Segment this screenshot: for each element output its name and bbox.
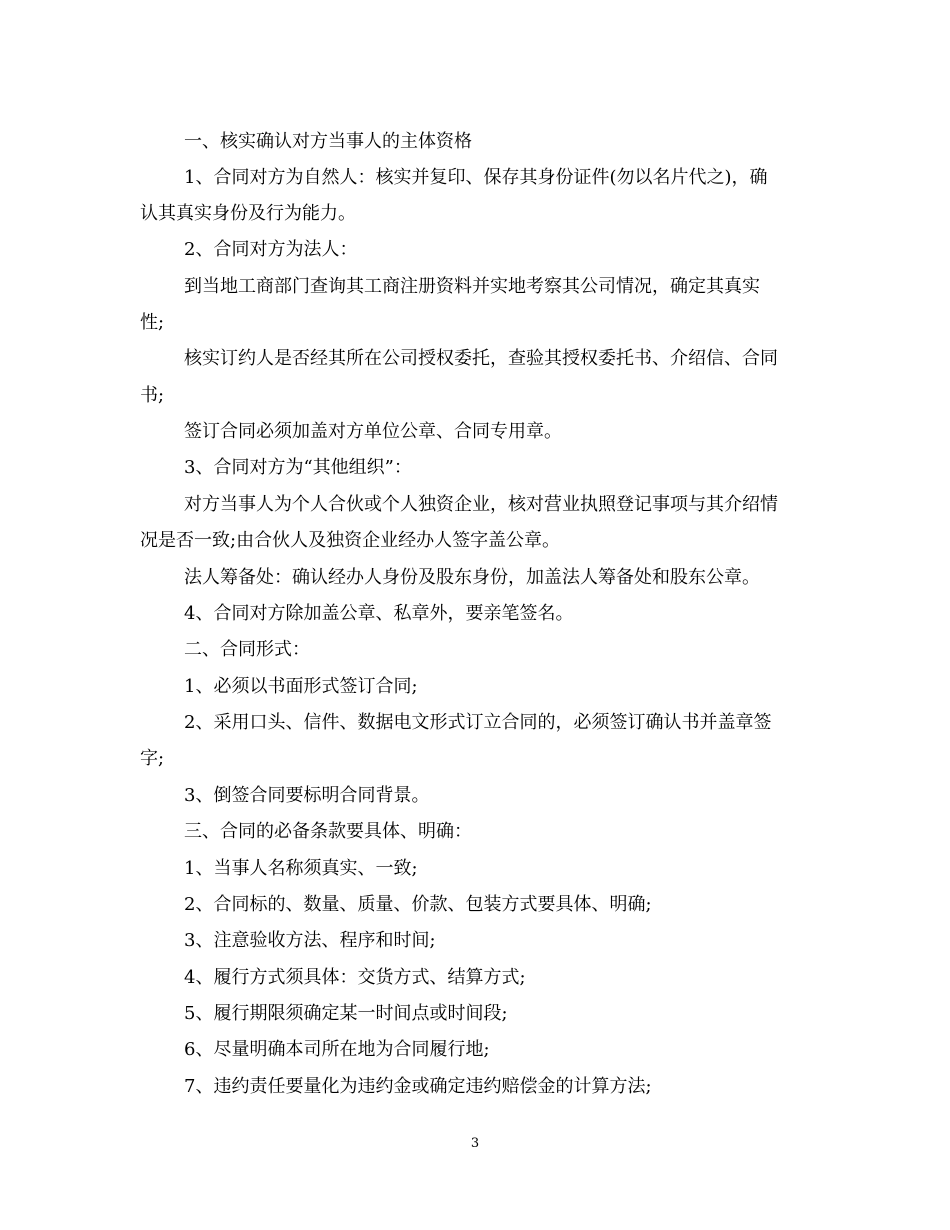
paragraph-line: 字; [140,748,165,769]
paragraph-line: 签订合同必须加盖对方单位公章、合同专用章。 [184,421,562,442]
paragraph-line: 1、当事人名称须真实、一致; [184,858,418,879]
paragraph-line: 2、采用口头、信件、数据电文形式订立合同的，必须签订确认书并盖章签 [184,712,772,733]
paragraph-line: 3、倒签合同要标明合同背景。 [184,785,430,806]
paragraph-line: 法人筹备处：确认经办人身份及股东身份，加盖法人筹备处和股东公章。 [184,567,760,588]
paragraph-line: 况是否一致;由合伙人及独资企业经办人签字盖公章。 [140,530,561,551]
page-number: 3 [470,1136,480,1151]
paragraph-line: 核实订约人是否经其所在公司授权委托，查验其授权委托书、介绍信、合同 [184,348,778,369]
section-heading-3: 三、合同的必备条款要具体、明确： [184,821,472,842]
section-heading-1: 一、核实确认对方当事人的主体资格 [184,131,472,152]
paragraph-line: 书; [140,385,165,406]
paragraph-line: 4、合同对方除加盖公章、私章外，要亲笔签名。 [184,603,574,624]
paragraph-line: 6、尽量明确本司所在地为合同履行地; [184,1039,490,1060]
paragraph-line: 3、注意验收方法、程序和时间; [184,930,436,951]
paragraph-line: 2、合同标的、数量、质量、价款、包装方式要具体、明确; [184,894,652,915]
paragraph-line: 到当地工商部门查询其工商注册资料并实地考察其公司情况，确定其真实 [184,276,760,297]
paragraph-line: 5、履行期限须确定某一时间点或时间段; [184,1003,508,1024]
section-heading-2: 二、合同形式： [184,639,310,660]
paragraph-line: 认其真实身份及行为能力。 [140,203,356,224]
paragraph-line: 1、合同对方为自然人：核实并复印、保存其身份证件(勿以名片代之)，确 [184,167,768,188]
paragraph-line: 7、违约责任要量化为违约金或确定违约赔偿金的计算方法; [184,1076,652,1097]
paragraph-line: 性; [140,312,165,333]
paragraph-line: 1、必须以书面形式签订合同; [184,676,418,697]
paragraph-line: 4、履行方式须具体：交货方式、结算方式; [184,967,526,988]
paragraph-line: 2、合同对方为法人： [184,239,358,260]
paragraph-line: 对方当事人为个人合伙或个人独资企业，核对营业执照登记事项与其介绍情 [184,494,778,515]
paragraph-line: 3、合同对方为“其他组织”： [184,457,412,478]
